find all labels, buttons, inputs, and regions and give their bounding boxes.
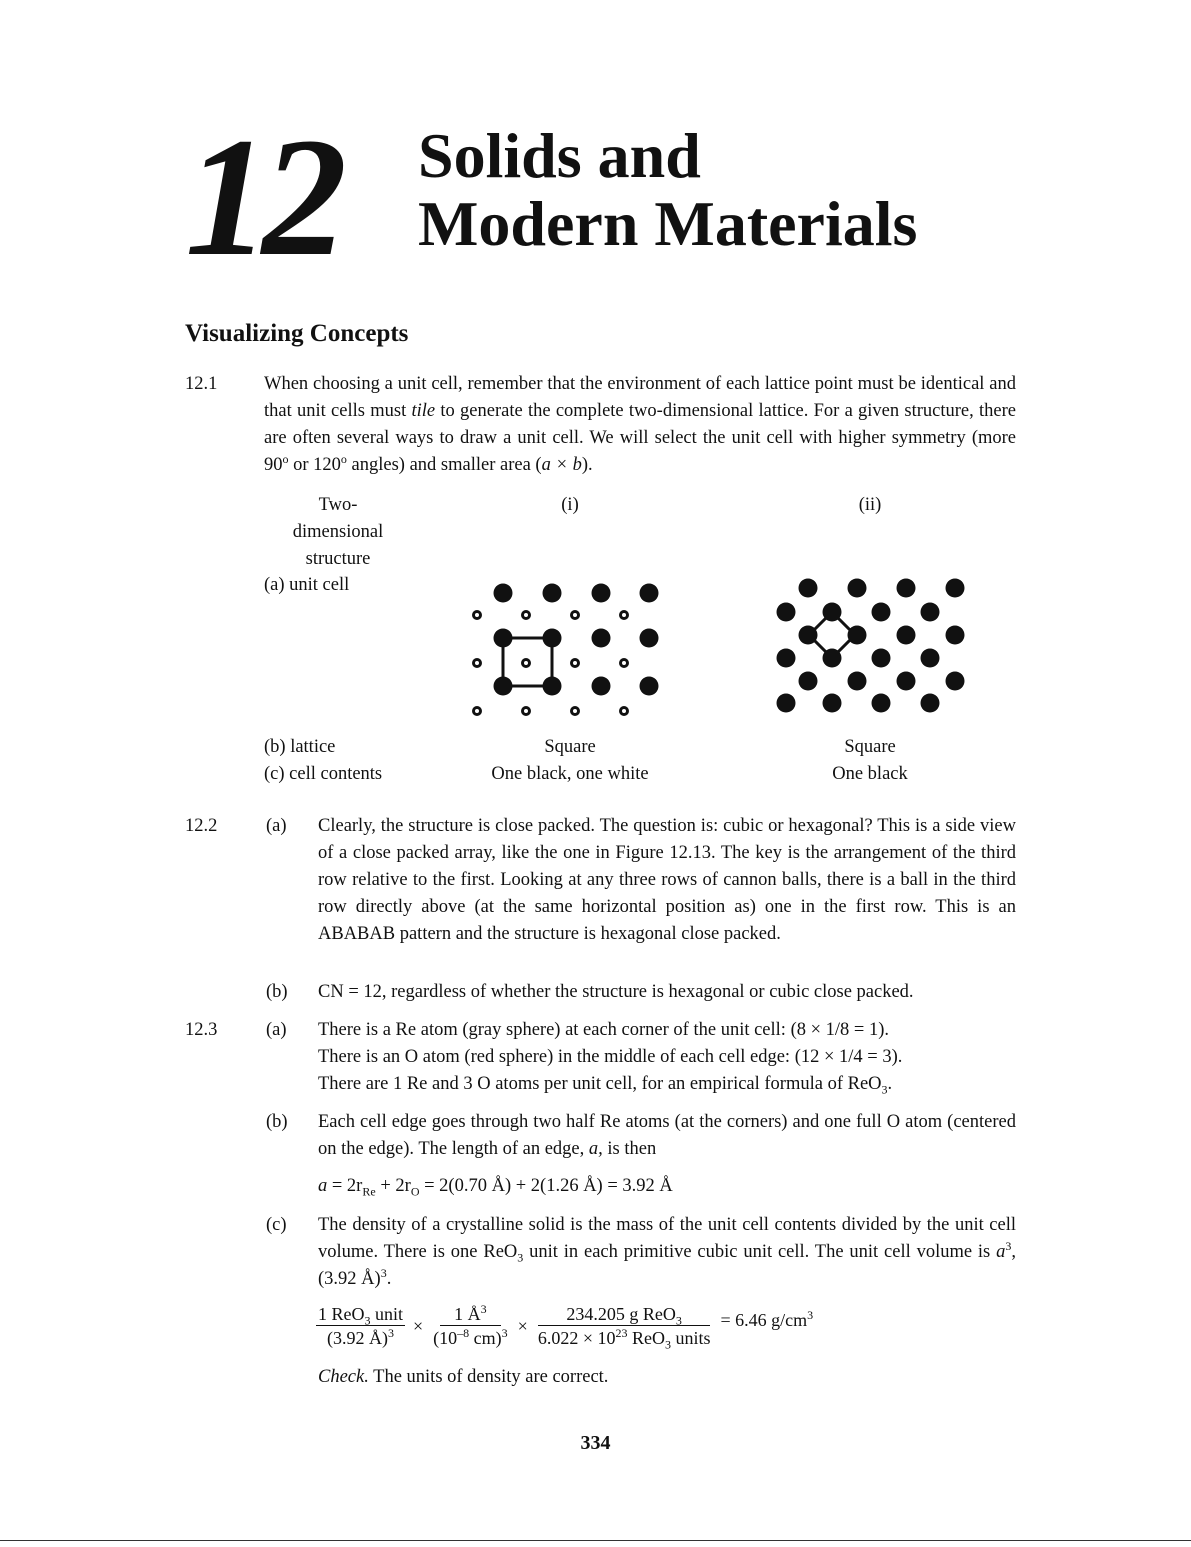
times-1: × (413, 1316, 424, 1336)
contents-i: One black, one white (491, 764, 649, 784)
check-note: Check. The units of density are correct. (318, 1367, 609, 1387)
row-label-unit-cell: (a) unit cell (264, 575, 350, 595)
fraction-1: $\frac{1 ReO_3 unit}{(3.92 Å)^3}$ (318, 1304, 404, 1348)
chapter-title-line1: Solids and (418, 120, 701, 191)
problem-12-3-b-text: Each cell edge goes through two half Re atoms (at the corners) and one full O atom (centered on the edge). The length of an edge, a, is then (318, 1112, 1016, 1159)
density-equation (316, 1303, 813, 1350)
lattice-i: Square (544, 737, 596, 757)
unit-cell-diagram-i (460, 575, 670, 725)
section-title: Visualizing Concepts (185, 320, 409, 347)
fraction-3: $\frac{234.205 g ReO_3}{6.022 \times 10^{23} ReO_3 units}$ (537, 1304, 711, 1352)
chapter-number: 12 (185, 103, 339, 291)
problem-12-3-a-label: (a) (266, 1020, 287, 1040)
table-head-structure: Two- dimensional structure (292, 495, 384, 569)
table-head-ii: (ii) (858, 495, 882, 515)
table-head-i: (i) (561, 495, 579, 515)
fraction-2: $\frac{1 Å^3}{(10^{-8} cm)^3}$ (433, 1302, 508, 1348)
problem-12-3-a-text: There is a Re atom (gray sphere) at each corner of the unit cell: (8 × 1/8 = 1). There is an O atom (red sphere) in the middle of each cell edge: (12 × 1/4 = 3). There are 1 Re and 3 O atoms per unit cell, for an empirical formula of ReO$_3$. (318, 1020, 903, 1097)
chapter-title (418, 122, 917, 258)
unit-cell-diagram-ii (770, 575, 970, 725)
bottom-rule (0, 1540, 1191, 1541)
lattice-ii: Square (844, 737, 896, 757)
problem-number-12-2: 12.2 (185, 816, 218, 836)
problem-12-3-c-label: (c) (266, 1215, 287, 1235)
chapter-title-line2: Modern Materials (418, 188, 918, 259)
problem-12-3-c-text: The density of a crystalline solid is the mass of the unit cell contents divided by the unit cell volume. There is one ReO$_3$ unit in each primitive cubic unit cell. The unit cell volume is $a^3$, (3.92 Å)$^3$. (318, 1215, 1016, 1289)
edge-length-equation: $a = 2r_{Re} + 2r_O = 2(0.70$ Å) + 2(1.26 Å) = 3.92 Å (318, 1176, 673, 1199)
problem-12-3-b-label: (b) (266, 1112, 288, 1132)
contents-ii: One black (832, 764, 908, 784)
page-number: 334 (580, 1432, 611, 1454)
problem-12-2-b-label: (b) (266, 982, 288, 1002)
problem-12-2-a-label: (a) (266, 816, 287, 836)
problem-number-12-1: 12.1 (185, 374, 218, 394)
row-label-lattice: (b) lattice (264, 737, 336, 757)
problem-number-12-3: 12.3 (185, 1020, 218, 1040)
problem-12-1-text: When choosing a unit cell, remember that the environment of each lattice point must be identical and that unit cells must tile to generate the complete two-dimensional lattice. For a given structure, there are often several ways to draw a unit cell. We will select the unit cell with higher symmetry (more 90$^o$ or 120$^o$ angles) and smaller area (a × b). (264, 374, 1017, 475)
problem-12-2-a-text: Clearly, the structure is close packed. The question is: cubic or hexagonal? This is a side view of a close packed array, like the one in Figure 12.13. The key is the arrangement of the third row relative to the first. Looking at any three rows of cannon balls, there is a ball in the third row directly above (at the same horizontal position as) one in the first row. This is an ABABAB pattern and the structure is hexagonal close packed. (318, 816, 1016, 944)
problem-12-2-b-text: CN = 12, regardless of whether the structure is hexagonal or cubic close packed. (318, 982, 914, 1002)
times-2: × (517, 1316, 528, 1336)
density-result: = 6.46 $g/cm^3$ (720, 1308, 814, 1330)
row-label-cell-contents: (c) cell contents (264, 764, 383, 784)
